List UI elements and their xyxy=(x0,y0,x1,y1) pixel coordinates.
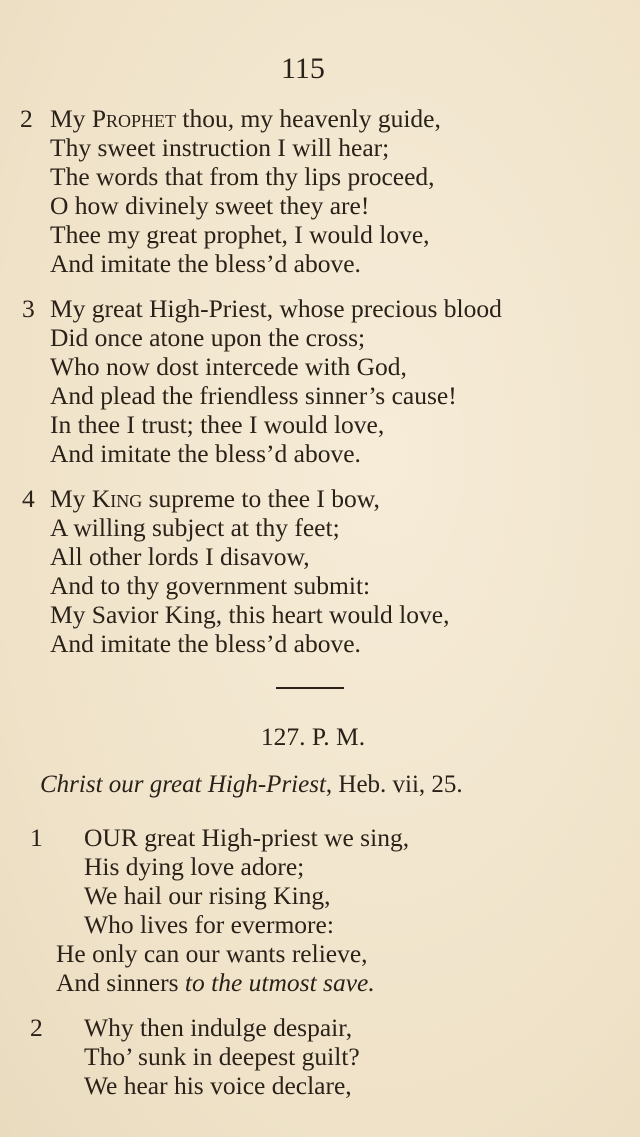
verse-line xyxy=(56,968,375,998)
verse-line: Did once atone upon the cross; xyxy=(50,323,366,352)
verse-line xyxy=(50,484,380,514)
hymn-title: 127. P. M. xyxy=(260,722,366,751)
verse-line: Thee my great prophet, I would love, xyxy=(50,220,430,249)
verse-line: His dying love adore; xyxy=(84,852,305,881)
verse-line: All other lords I disavow, xyxy=(50,542,310,571)
subtitle-reference: , Heb. vii, 25. xyxy=(325,771,463,798)
verse-line: OUR great High-priest we sing, xyxy=(84,823,410,852)
verse-small-caps: King xyxy=(91,484,143,513)
verse-line: Who now dost intercede with God, xyxy=(50,352,407,381)
hymn-subtitle xyxy=(40,771,463,799)
verse-line xyxy=(50,104,441,134)
verse-line: O how divinely sweet they are! xyxy=(50,191,370,220)
section-divider xyxy=(276,687,344,689)
verse-line: The words that from thy lips proceed, xyxy=(50,162,435,191)
verse-line: In thee I trust; thee I would love, xyxy=(50,410,385,439)
verse-line: And to thy government submit: xyxy=(50,571,371,600)
stanza-number: 3 xyxy=(22,294,35,323)
verse-line: We hear his voice declare, xyxy=(84,1071,352,1100)
verse-small-caps: Prophet xyxy=(91,104,176,133)
verse-line: And imitate the bless’d above. xyxy=(50,629,361,658)
verse-text: supreme to thee I bow, xyxy=(142,484,380,513)
verse-line: My great High-Priest, whose precious blood xyxy=(50,294,502,323)
stanza-number: 4 xyxy=(22,484,35,513)
verse-text: My xyxy=(50,104,92,133)
stanza-number: 1 xyxy=(30,823,43,852)
verse-text: My xyxy=(50,484,92,513)
stanza-number: 2 xyxy=(30,1013,43,1042)
verse-italic: to the utmost save. xyxy=(184,968,375,997)
verse-line: Tho’ sunk in deepest guilt? xyxy=(84,1042,360,1071)
verse-line: He only can our wants relieve, xyxy=(56,939,368,968)
verse-line: We hail our rising King, xyxy=(84,881,331,910)
verse-line: Thy sweet instruction I will hear; xyxy=(50,133,390,162)
verse-line: Why then indulge despair, xyxy=(84,1013,353,1042)
page-number: 115 xyxy=(281,52,325,85)
stanza-number: 2 xyxy=(20,104,33,133)
verse-line: My Savior King, this heart would love, xyxy=(50,600,450,629)
verse-line: Who lives for evermore: xyxy=(84,910,334,939)
verse-line: A willing subject at thy feet; xyxy=(50,513,340,542)
verse-line: And imitate the bless’d above. xyxy=(50,439,361,468)
verse-text: And sinners xyxy=(56,968,185,997)
verse-line: And plead the friendless sinner’s cause! xyxy=(50,381,457,410)
subtitle-italic: Christ our great High-Priest xyxy=(40,771,326,798)
verse-line: And imitate the bless’d above. xyxy=(50,249,361,278)
verse-text: thou, my heavenly guide, xyxy=(176,104,441,133)
